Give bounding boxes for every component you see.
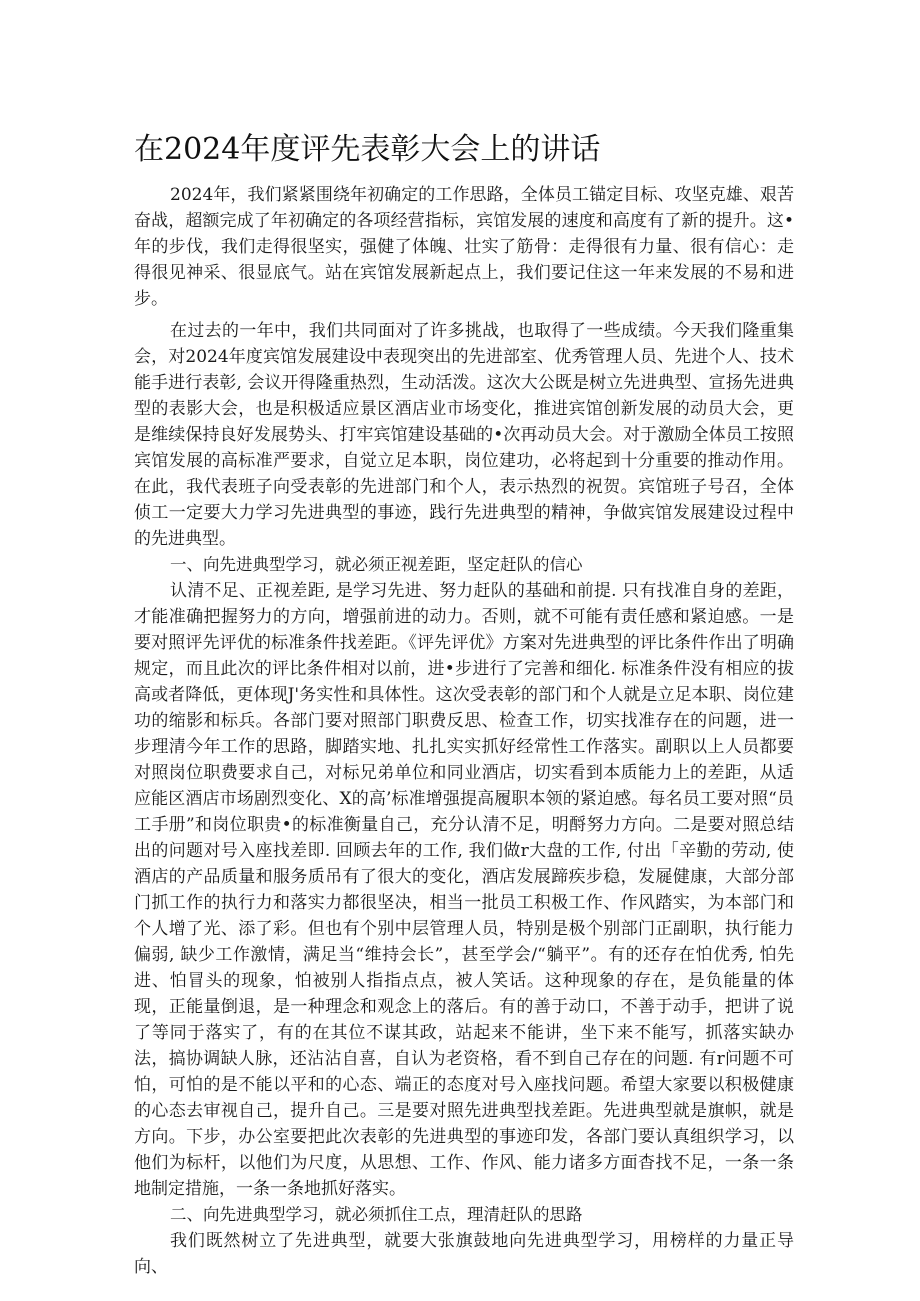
paragraph-commendation: 在过去的一年中，我们共同面对了许多挑战，也取得了一些成绩。今天我们隆重集会，对2024年度宾馆发展建设中表现突出的先进部室、优秀管理人员、先进个人、技术能手进行表彰, 会议开得隆重热烈，生动活泼。这次大公既是树立先进典型、宣扬先进典型的表影大会，也是积极适应景区酒店业市场变化，推进宾馆创新发展的动员大会，更是维续保持良好发展势头、打牢宾馆建设基础的•次再动员大会。对于激励全体员工按照宾馆发展的高标准严要求，自觉立足本职，岗位建功，必将起到十分重要的推动作用。在此，我代表班子向受表彰的先进部门和个人，表示热烈的祝贺。宾馆班子号召，全体侦工一定要大力学习先进典型的事迹，践行先进典型的精神，争做宾馆发展建设过程中的先进典型。 — [134, 321, 794, 549]
document-title: 在2024年度评先表彰大会上的讲话 — [134, 132, 601, 167]
section-body-2: 我们既然树立了先进典型，就要大张旗鼓地向先进典型学习，用榜样的力量正导向、 — [134, 1231, 794, 1277]
section-heading-1: 一、向先进典型学习，就必须正视差距，坚定赶队的信心 — [170, 555, 583, 574]
paragraph-intro: 2024年，我们紧紧围绕年初确定的工作思路，全体员工锚定目标、攻坚克雄、艰苦奋战，超额完成了年初确定的各项经营指标，宾馆发展的速度和高度有了新的提升。这•年的步伐，我们走得很坚实，强健了体魄、壮实了筋骨：走得很有力量、很有信心：走得很见神采、很显底气。站在宾馆发展新起点上，我们要记住这一年来发展的不易和进步。 — [134, 185, 794, 309]
document-page — [134, 128, 794, 1280]
section-body-1: 认清不足、正视差距, 是学习先进、努力赶队的基础和前提. 只有找准自身的差距，才能准确把握努力的方向，增强前进的动力。否则，就不可能有责任感和紧迫感。一是要对照评先评优的标准条件找差距。《评先评优》方案对先进典型的评比条件作出了明确规定，而且此次的评比条件相对以前，进•步进行了完善和细化. 标准条件没有相应的拔高或者降低，更体现J'务实性和具体性。这次受表彰的部门和个人就是立足本职、岗位建功的缩影和标兵。各部门要对照部门职费反思、检查工作，切实找准存在的问题，进一步理清今年工作的思路，脚踏实地、扎扎实实抓好经常性工作落实。副职以上人员都要对照岗位职费要求自己，对标兄弟单位和同业酒店，切实看到本质能力上的差距，从适应能区酒店市场剧烈变化、X的高’标准增强提高履职本领的紧迫感。每名员工要对照“员工手册”和岗位职贵•的标准衡量自己，充分认清不足，明酹努力方向。二是要对照总结出的问题对号入座找差即. 回顾去年的工作, 我们做r大盘的工作, 付出「辛勤的劳动, 使酒店的产品质量和服务质吊有了很大的变化，酒店发展蹄疾步稳，发屣健康，大部分部门抓工作的执行力和落实力都很坚决，相当一批员工积极工作、作风踏实，为本部门和个人增了光、添了彩。但也有个别中层管理人员，特别是极个别部门正副职，执行能力偏弱, 缺少工作激情，满足当“维持会长”，甚至学会/“躺平”。有的还存在怕优秀, 怕先进、怕冒头的现象，怕被别人指指点点，被人笑话。这种现象的存在，是负能量的体现，正能量倒退，是一种理念和观念上的落后。有的善于动口，不善于动手，把讲了说了等同于落实了，有的在其位不谋其政，站起来不能讲，坐下来不能写，抓落实缺办法，搞协调缺人脉，还沾沾自喜，自认为老资格，看不到自己存在的问题. 有r问题不可怕，可怕的是不能以平和的心态、端正的态度对号入座找问题。希望大家要以积极健康的心态去审视自己，提升自己。三是要对照先进典型找差距。先进典型就是旗帜，就是方向。下步，办公室要把此次表彰的先进典型的事迹印发，各部门要认真组织学习，以他们为标杆，以他们为尺度，从思想、工作、作风、能力诸多方面杳找不足，一条一条地制定措施，一条一条地抓好落实。 — [134, 581, 794, 1199]
section-heading-2: 二、向先进典型学习，就必须抓住工点，理清赶队的思路 — [170, 1205, 583, 1224]
